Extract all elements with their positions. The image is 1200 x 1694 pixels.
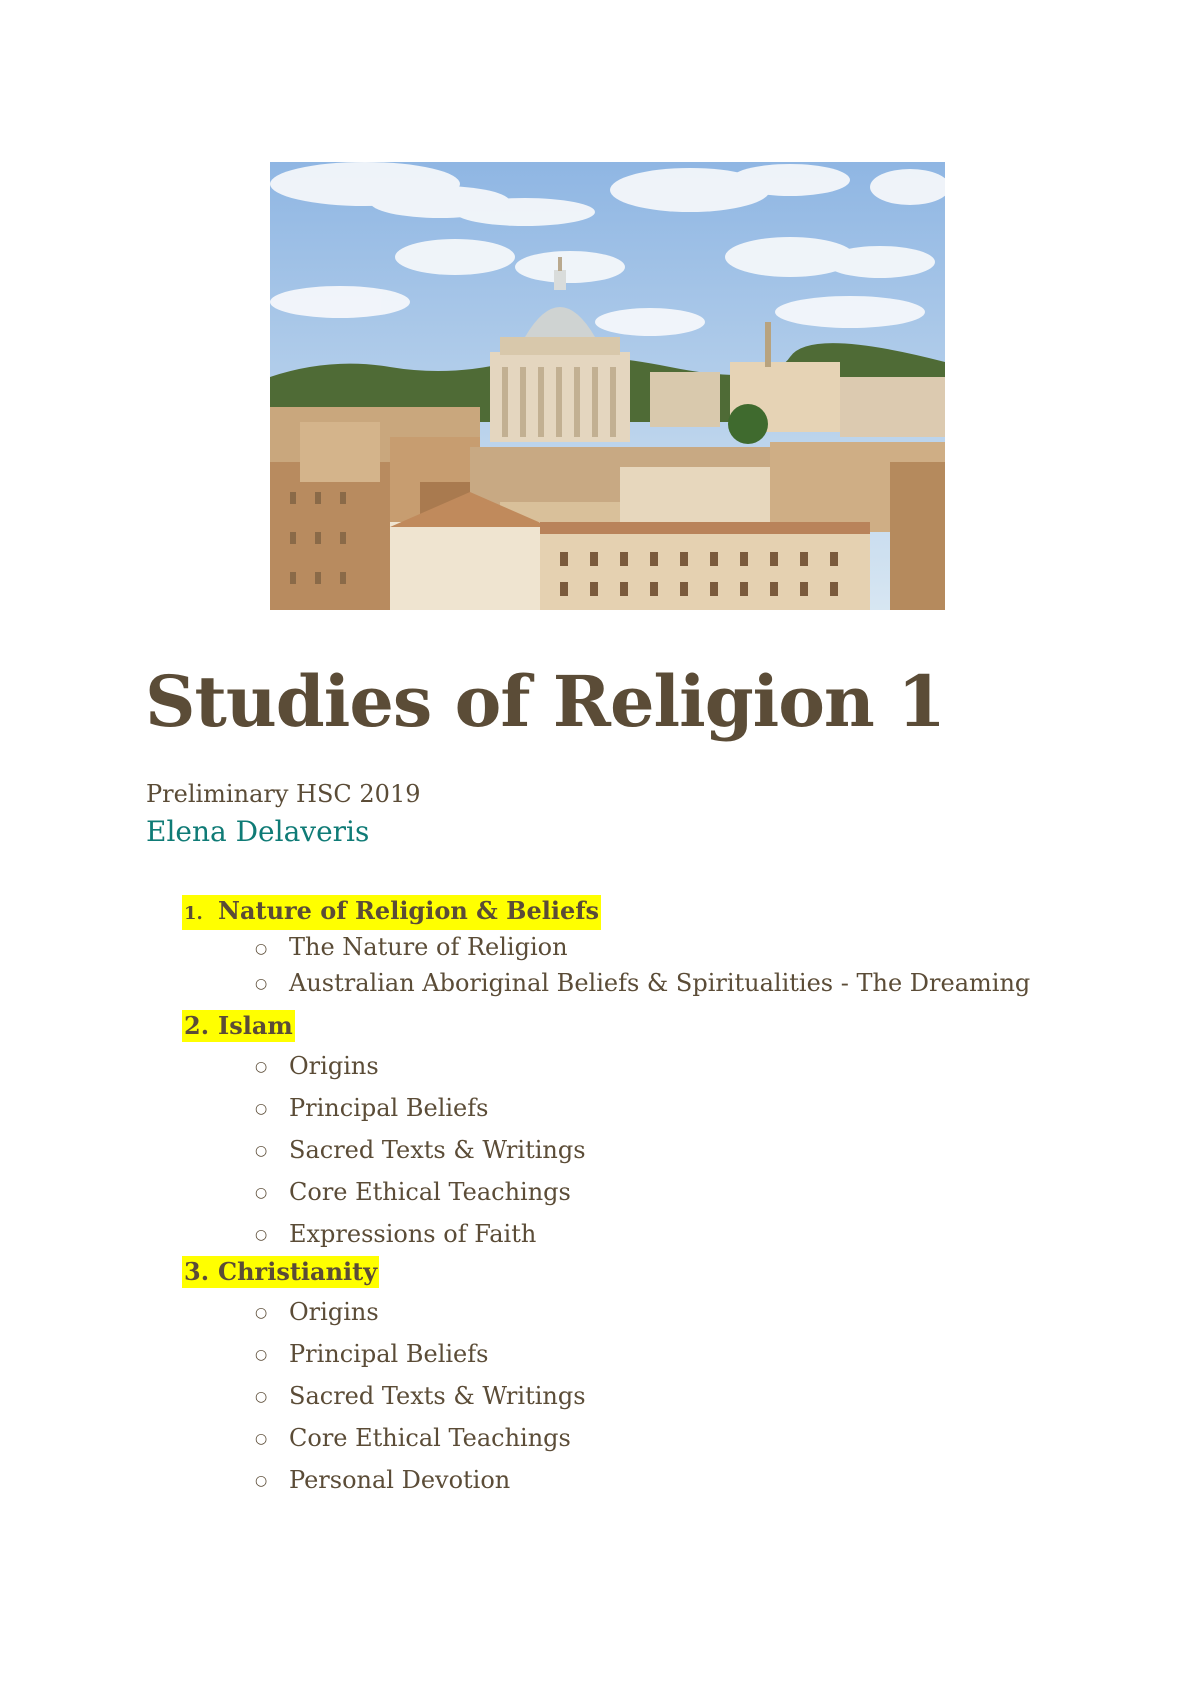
vatican-city-photo-icon — [270, 162, 945, 610]
circle-bullet-icon: ○ — [255, 1347, 268, 1363]
section-christianity — [182, 1256, 1142, 1502]
circle-bullet-icon: ○ — [255, 1305, 268, 1321]
circle-bullet-icon: ○ — [255, 940, 268, 957]
circle-bullet-icon: ○ — [255, 1473, 268, 1489]
cover-photo — [270, 162, 945, 610]
circle-bullet-icon: ○ — [255, 1143, 268, 1159]
section-number: 2. — [184, 1011, 210, 1040]
section-title: Islam — [218, 1011, 293, 1040]
list-item — [255, 966, 1142, 1002]
circle-bullet-icon: ○ — [255, 1389, 268, 1405]
list-item — [255, 1214, 1142, 1256]
topic-label: Principal Beliefs — [289, 1340, 489, 1368]
topic-label: Sacred Texts & Writings — [289, 1136, 586, 1164]
list-item — [255, 1088, 1142, 1130]
topic-label: Sacred Texts & Writings — [289, 1382, 586, 1410]
topic-list — [182, 930, 1142, 1001]
table-of-contents — [182, 895, 1142, 1502]
topic-list — [182, 1292, 1142, 1502]
section-number: 3. — [184, 1257, 210, 1286]
list-item — [255, 1172, 1142, 1214]
circle-bullet-icon: ○ — [255, 1185, 268, 1201]
list-item — [255, 1292, 1142, 1334]
topic-label: Personal Devotion — [289, 1466, 511, 1494]
topic-label: Expressions of Faith — [289, 1220, 537, 1248]
list-item — [255, 1046, 1142, 1088]
section-title: Christianity — [218, 1257, 378, 1286]
section-heading — [182, 895, 601, 930]
document-subtitle: Preliminary HSC 2019 — [146, 780, 421, 808]
topic-label: The Nature of Religion — [289, 933, 568, 961]
circle-bullet-icon: ○ — [255, 1431, 268, 1447]
list-item — [255, 930, 1142, 966]
section-heading — [182, 1256, 379, 1288]
topic-list — [182, 1046, 1142, 1256]
topic-label: Australian Aboriginal Beliefs & Spiritualities - The Dreaming — [289, 968, 1031, 997]
topic-label: Core Ethical Teachings — [289, 1178, 571, 1206]
section-heading — [182, 1010, 295, 1042]
section-number: 1. — [184, 903, 203, 924]
section-title: Nature of Religion & Beliefs — [218, 896, 600, 925]
document-title: Studies of Religion 1 — [145, 660, 945, 743]
circle-bullet-icon: ○ — [255, 1101, 268, 1117]
list-item — [255, 1376, 1142, 1418]
circle-bullet-icon: ○ — [255, 1227, 268, 1243]
section-nature-of-religion — [182, 895, 1142, 1001]
topic-label: Origins — [289, 1052, 379, 1080]
section-islam — [182, 1010, 1142, 1256]
topic-label: Principal Beliefs — [289, 1094, 489, 1122]
topic-label: Origins — [289, 1298, 379, 1326]
topic-label: Core Ethical Teachings — [289, 1424, 571, 1452]
list-item — [255, 1418, 1142, 1460]
circle-bullet-icon: ○ — [255, 1059, 268, 1075]
list-item — [255, 1460, 1142, 1502]
list-item — [255, 1130, 1142, 1172]
author-name: Elena Delaveris — [146, 815, 370, 848]
circle-bullet-icon: ○ — [255, 976, 268, 992]
list-item — [255, 1334, 1142, 1376]
